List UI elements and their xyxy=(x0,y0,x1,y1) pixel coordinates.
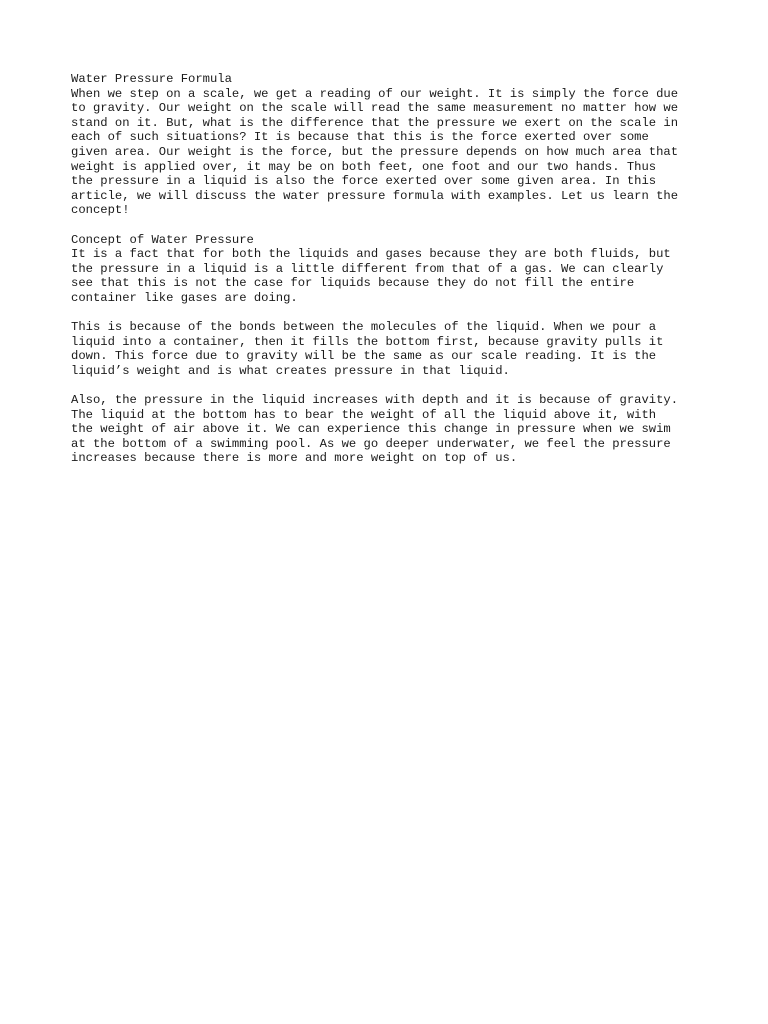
paragraph-line: The liquid at the bottom has to bear the weight of all the liquid above it, with xyxy=(71,407,657,422)
paragraph-line: stand on it. But, what is the difference that the pressure we exert on the scale in xyxy=(71,115,679,130)
paragraph-line: each of such situations? It is because that this is the force exerted over some xyxy=(71,130,649,145)
section-water-pressure-formula xyxy=(71,72,711,218)
paragraph-line: concept! xyxy=(71,203,130,218)
concept-paragraph-3 xyxy=(71,393,711,466)
intro-paragraph xyxy=(71,72,711,218)
paragraph-line: at the bottom of a swimming pool. As we go deeper underwater, we feel the pressure xyxy=(71,436,671,451)
paragraph-line: the pressure in a liquid is also the force exerted over some given area. In this xyxy=(71,174,657,189)
paragraph-line: see that this is not the case for liquids because they do not fill the entire xyxy=(71,276,635,291)
document-page xyxy=(71,72,711,466)
concept-paragraph-2 xyxy=(71,320,711,378)
paragraph-line: the weight of air above it. We can experience this change in pressure when we swim xyxy=(71,422,671,437)
paragraph-line: article, we will discuss the water pressure formula with examples. Let us learn the xyxy=(71,188,679,203)
section-heading: Concept of Water Pressure xyxy=(71,232,254,247)
paragraph-line: weight is applied over, it may be on both feet, one foot and our two hands. Thus xyxy=(71,159,657,174)
paragraph-line: liquid’s weight and is what creates pressure in that liquid. xyxy=(71,363,510,378)
section-concept-of-water-pressure xyxy=(71,233,711,467)
paragraph-line: This is because of the bonds between the molecules of the liquid. When we pour a xyxy=(71,320,657,335)
paragraph-line: It is a fact that for both the liquids and gases because they are both fluids, but xyxy=(71,247,671,262)
paragraph-line: increases because there is more and more weight on top of us. xyxy=(71,451,518,466)
paragraph-line: the pressure in a liquid is a little different from that of a gas. We can clearly xyxy=(71,261,664,276)
paragraph-line: down. This force due to gravity will be the same as our scale reading. It is the xyxy=(71,349,657,364)
paragraph-line: liquid into a container, then it fills the bottom first, because gravity pulls it xyxy=(71,334,664,349)
paragraph-line: When we step on a scale, we get a reading of our weight. It is simply the force due xyxy=(71,86,679,101)
paragraph-line: given area. Our weight is the force, but the pressure depends on how much area that xyxy=(71,144,679,159)
section-heading: Water Pressure Formula xyxy=(71,72,232,86)
paragraph-line: to gravity. Our weight on the scale will read the same measurement no matter how we xyxy=(71,101,679,116)
paragraph-line: Also, the pressure in the liquid increases with depth and it is because of gravity. xyxy=(71,393,679,408)
concept-paragraph-1 xyxy=(71,233,711,306)
paragraph-line: container like gases are doing. xyxy=(71,290,298,305)
